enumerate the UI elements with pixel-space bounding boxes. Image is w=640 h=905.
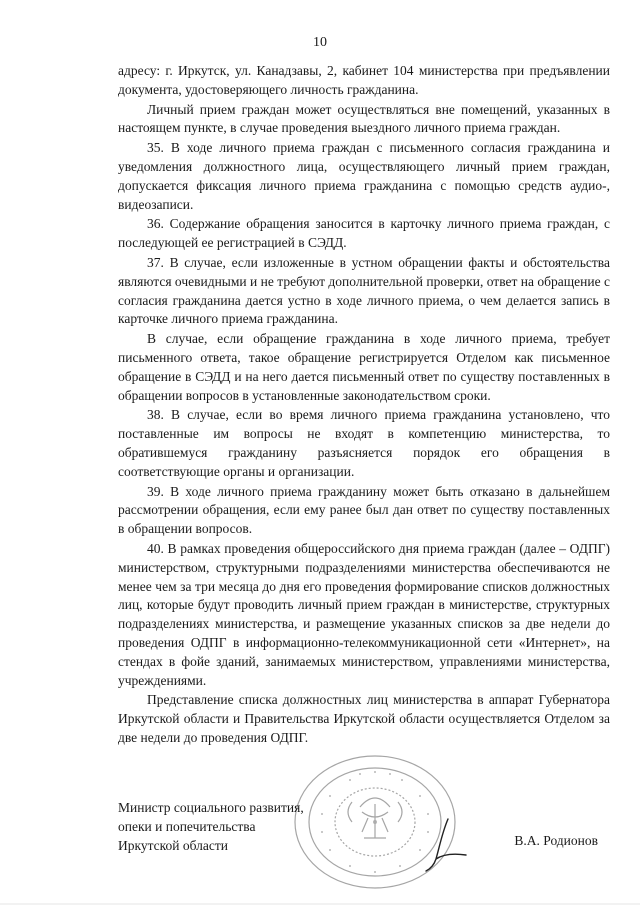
paragraph: адресу: г. Иркутск, ул. Канадзавы, 2, кабинет 104 министерства при предъявлении документа, удостоверяющего личность гражданина. — [118, 63, 610, 97]
paragraph: 39. В ходе личного приема гражданину может быть отказано в дальнейшем рассмотрении обращения, если ему ранее был дан ответ по существу поставленных в обращении вопросов. — [118, 483, 610, 537]
paragraph: 35. В ходе личного приема граждан с письменного согласия гражданина и уведомления должностного лица, осуществляющего личный прием граждан, допускается фиксация личного приема гражданина с помощью средств аудио-, видеозаписи. — [118, 140, 610, 212]
signatory-position-line: Иркутской области — [118, 838, 229, 853]
signatory-position-line: Министр социального развития, — [118, 800, 304, 815]
page-number: 10 — [313, 35, 327, 50]
paragraph: 40. В рамках проведения общероссийского дня приема граждан (далее – ОДПГ) министерством, структурными подразделениями министерства обеспечиваются не менее чем за три месяца до дня его проведения формирование списков должностных лиц, которые будут проводить личный прием граждан в министерстве, структурных подразделениях министерства, и размещение указанных списков за две недели до проведения ОДПГ в информационно-телекоммуникационной сети «Интернет», на стендах в фойе зданий, занимаемых министерством, управлениями министерства, учреждениями. — [118, 540, 610, 688]
paragraph: 37. В случае, если изложенные в устном обращении факты и обстоятельства являются очевидными и не требуют дополнительной проверки, ответ на обращение с согласия гражданина дается устно в ходе личного приема, о чем делается запись в карточке личного приема гражданина. — [118, 254, 610, 327]
document-body — [118, 62, 610, 749]
paragraph: В случае, если обращение гражданина в ходе личного приема, требует письменного ответа, такое обращение регистрируется Отделом как письменное обращение в СЭДД и на него дается письменный ответ по существу поставленных в обращении вопросов в установленные законодательством сроки. — [118, 331, 610, 403]
paragraph: Личный прием граждан может осуществляться вне помещений, указанных в настоящем пункте, в случае проведения выездного личного приема граждан. — [118, 101, 610, 136]
signatory-name: В.А. Родионов — [514, 833, 598, 848]
signatory-position — [118, 798, 304, 855]
paragraph: 36. Содержание обращения заносится в карточку личного приема граждан, с последующей ее регистрацией в СЭДД. — [118, 216, 610, 251]
paragraph: Представление списка должностных лиц министерства в аппарат Губернатора Иркутской области и Правительства Иркутской области осуществляется Отделом за две недели до проведения ОДПГ. — [118, 692, 610, 745]
handwritten-signature-icon — [418, 815, 473, 875]
signatory-position-line: опеки и попечительства — [118, 819, 256, 834]
paragraph: 38. В случае, если во время личного приема гражданина установлено, что поставленные им вопросы не входят в компетенцию министерства, то обратившемуся гражданину разъясняется порядок его обращения в соответствующие органы и организации. — [118, 407, 610, 479]
